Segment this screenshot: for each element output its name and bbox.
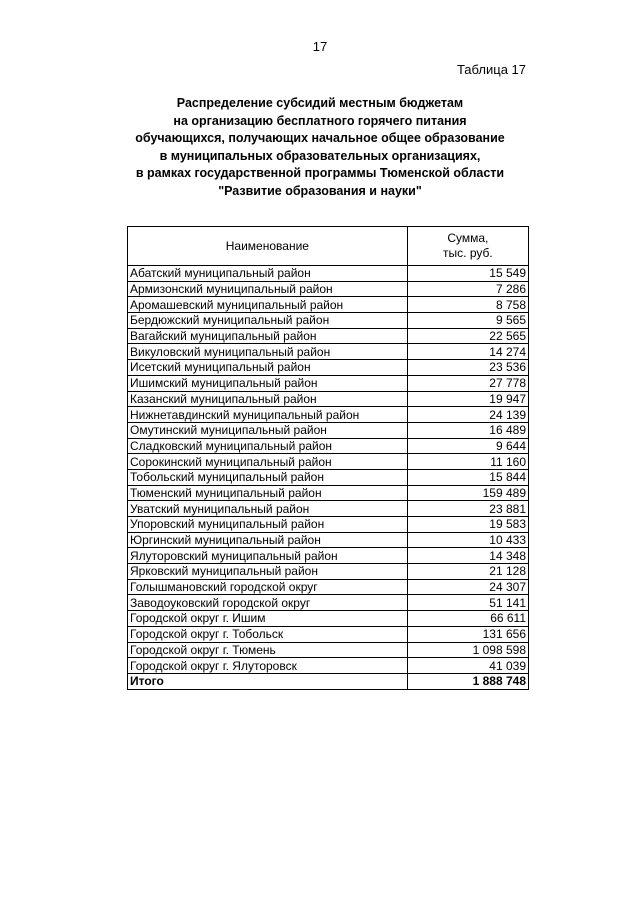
- row-sum: 11 160: [407, 454, 528, 470]
- total-label: Итого: [128, 673, 408, 689]
- row-sum: 16 489: [407, 422, 528, 438]
- table-row: [128, 344, 529, 360]
- row-name: Сорокинский муниципальный район: [128, 454, 408, 470]
- row-name: Уватский муниципальный район: [128, 501, 408, 517]
- table-row: [128, 422, 529, 438]
- title-line: в рамках государственной программы Тюменской области: [135, 166, 505, 180]
- table-row: [128, 454, 529, 470]
- subsidy-table: [127, 226, 529, 690]
- row-name: Тюменский муниципальный район: [128, 485, 408, 501]
- table-row: [128, 469, 529, 485]
- row-name: Армизонский муниципальный район: [128, 281, 408, 297]
- row-name: Городской округ г. Тюмень: [128, 642, 408, 658]
- table-row: [128, 564, 529, 580]
- row-name: Упоровский муниципальный район: [128, 517, 408, 533]
- table-row: [128, 579, 529, 595]
- row-name: Городской округ г. Ишим: [128, 611, 408, 627]
- header-sum: [407, 227, 528, 266]
- row-sum: 19 947: [407, 391, 528, 407]
- row-sum: 1 098 598: [407, 642, 528, 658]
- document-title: [0, 95, 640, 200]
- row-sum: 66 611: [407, 611, 528, 627]
- table-row: [128, 328, 529, 344]
- table-header-row: [128, 227, 529, 266]
- row-name: Исетский муниципальный район: [128, 360, 408, 376]
- total-sum: 1 888 748: [407, 673, 528, 689]
- row-name: Городской округ г. Тобольск: [128, 626, 408, 642]
- row-sum: 14 348: [407, 548, 528, 564]
- table-row: [128, 407, 529, 423]
- row-sum: 51 141: [407, 595, 528, 611]
- row-sum: 10 433: [407, 532, 528, 548]
- header-sum-line1: Сумма,: [447, 231, 489, 245]
- row-name: Вагайский муниципальный район: [128, 328, 408, 344]
- row-sum: 15 844: [407, 469, 528, 485]
- row-sum: 24 307: [407, 579, 528, 595]
- table-row: [128, 501, 529, 517]
- title-line: обучающихся, получающих начальное общее образование: [135, 131, 505, 145]
- page-number: 17: [312, 39, 328, 54]
- table-row: [128, 548, 529, 564]
- table-row: [128, 485, 529, 501]
- table-row: [128, 391, 529, 407]
- table-row: [128, 281, 529, 297]
- table-row: [128, 438, 529, 454]
- title-line: в муниципальных образовательных организациях,: [159, 148, 481, 163]
- total-row: [128, 673, 529, 689]
- row-sum: 14 274: [407, 344, 528, 360]
- table-row: [128, 626, 529, 642]
- row-sum: 9 644: [407, 438, 528, 454]
- row-sum: 19 583: [407, 517, 528, 533]
- row-sum: 159 489: [407, 485, 528, 501]
- row-sum: 21 128: [407, 564, 528, 580]
- row-name: Казанский муниципальный район: [128, 391, 408, 407]
- row-name: Ярковский муниципальный район: [128, 564, 408, 580]
- row-sum: 8 758: [407, 297, 528, 313]
- table-row: [128, 297, 529, 313]
- row-name: Заводоуковский городской округ: [128, 595, 408, 611]
- row-sum: 23 881: [407, 501, 528, 517]
- table-row: [128, 532, 529, 548]
- header-sum-line2: тыс. руб.: [443, 246, 493, 260]
- row-sum: 41 039: [407, 658, 528, 674]
- row-name: Сладковский муниципальный район: [128, 438, 408, 454]
- table-row: [128, 517, 529, 533]
- row-sum: 15 549: [407, 266, 528, 282]
- table-row: [128, 611, 529, 627]
- row-name: Ялуторовский муниципальный район: [128, 548, 408, 564]
- row-name: Викуловский муниципальный район: [128, 344, 408, 360]
- row-sum: 22 565: [407, 328, 528, 344]
- row-sum: 24 139: [407, 407, 528, 423]
- table-label: Таблица 17: [456, 62, 526, 77]
- row-name: Юргинский муниципальный район: [128, 532, 408, 548]
- row-sum: 9 565: [407, 313, 528, 329]
- row-name: Абатский муниципальный район: [128, 266, 408, 282]
- row-sum: 131 656: [407, 626, 528, 642]
- row-sum: 23 536: [407, 360, 528, 376]
- row-name: Нижнетавдинский муниципальный район: [128, 407, 408, 423]
- row-name: Ишимский муниципальный район: [128, 375, 408, 391]
- table-body: [128, 266, 529, 690]
- row-sum: 27 778: [407, 375, 528, 391]
- row-sum: 7 286: [407, 281, 528, 297]
- table-row: [128, 266, 529, 282]
- table-row: [128, 642, 529, 658]
- title-line: на организацию бесплатного горячего питания: [173, 113, 467, 128]
- row-name: Тобольский муниципальный район: [128, 469, 408, 485]
- row-name: Бердюжский муниципальный район: [128, 313, 408, 329]
- header-name: Наименование: [128, 227, 408, 266]
- table-row: [128, 313, 529, 329]
- table-row: [128, 658, 529, 674]
- row-name: Голышмановский городской округ: [128, 579, 408, 595]
- table-row: [128, 595, 529, 611]
- table-row: [128, 360, 529, 376]
- row-name: Аромашевский муниципальный район: [128, 297, 408, 313]
- row-name: Омутинский муниципальный район: [128, 422, 408, 438]
- table-row: [128, 375, 529, 391]
- title-line: Распределение субсидий местным бюджетам: [176, 96, 464, 110]
- row-name: Городской округ г. Ялуторовск: [128, 658, 408, 674]
- title-line: "Развитие образования и науки": [218, 183, 422, 198]
